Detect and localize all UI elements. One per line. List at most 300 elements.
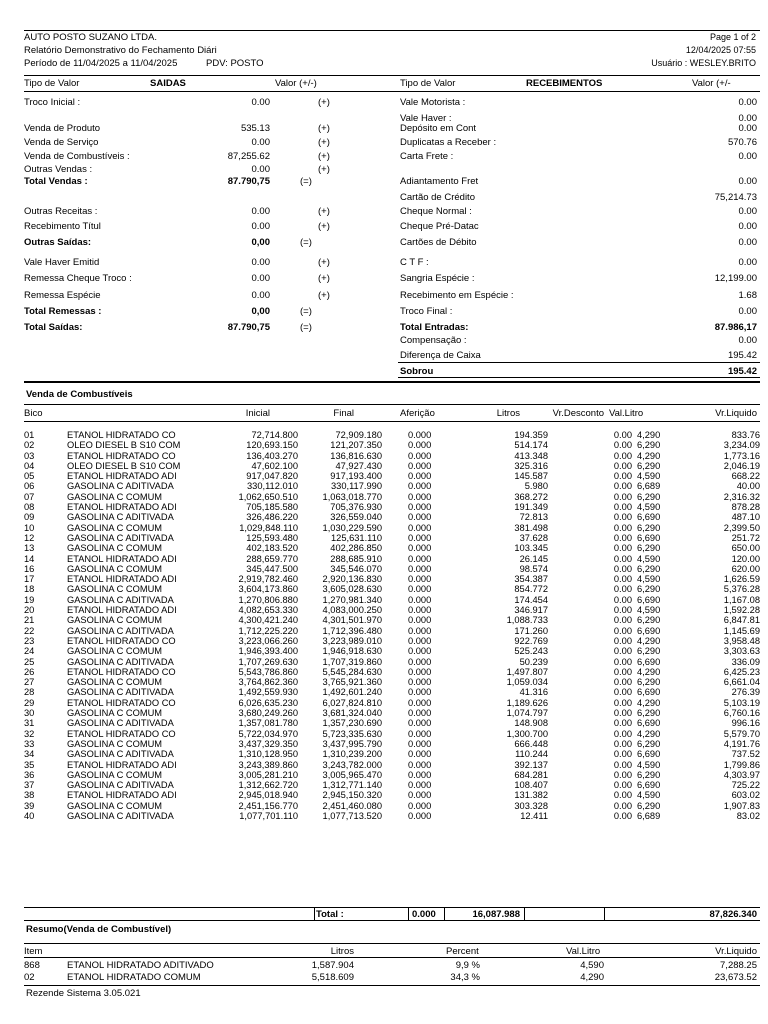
fuel-table-row — [24, 790, 760, 800]
recebimentos-row-label: Total Entradas: — [400, 322, 469, 333]
fuel-total-afericao: 0.000 — [412, 909, 436, 920]
fuel-table-row — [24, 636, 760, 646]
fuel-table-row — [24, 554, 760, 564]
summary-item-val-litro: 4,590 — [580, 960, 604, 971]
fuel-cell: 16 — [24, 563, 35, 574]
saidas-row-label: Total Remessas : — [24, 306, 102, 317]
fuel-cell: 26.145 — [519, 553, 548, 564]
recebimentos-row-value: 0.00 — [738, 206, 757, 217]
fuel-cell: 72.813 — [519, 512, 548, 523]
fuel-cell: 05 — [24, 471, 35, 482]
summary-title: Resumo(Venda de Combustível) — [26, 924, 172, 935]
summary-item-percent: 9,9 % — [455, 960, 480, 971]
fuel-cell: 381.498 — [514, 522, 548, 533]
fuel-cell: 171.260 — [514, 625, 548, 636]
fuel-cell: 0.00 — [613, 491, 632, 502]
fuel-cell: 0.00 — [613, 471, 632, 482]
fuel-cell: 1,626.59 — [723, 574, 760, 585]
fuel-cell: 1,492,601.240 — [322, 687, 382, 698]
fuel-cell: 0.00 — [613, 543, 632, 554]
fuel-table-row — [24, 574, 760, 584]
fuel-cell: 514.174 — [514, 440, 548, 451]
fuel-cell: 72,714.800 — [251, 430, 298, 440]
saidas-header: SAIDAS — [150, 78, 186, 89]
fuel-cell: 108.407 — [514, 780, 548, 791]
fuel-cell: 1,946,918.630 — [322, 646, 382, 657]
left-valor-header: Valor (+/-) — [275, 78, 317, 89]
summary-item-litros: 1,587.904 — [311, 960, 354, 971]
fuel-cell: 1,310,128.950 — [238, 749, 298, 760]
fuel-cell: 330,117.990 — [330, 481, 382, 492]
fuel-cell: 0.000 — [408, 532, 432, 543]
fuel-cell: 1,310,239.200 — [322, 749, 382, 760]
saidas-row-sign: (+) — [318, 273, 330, 284]
fuel-cell: 5,103.19 — [723, 697, 760, 708]
right-valor-header: Valor (+/- — [692, 78, 731, 89]
fuel-cell: 1,712,396.480 — [322, 625, 382, 636]
fuel-cell: 1,357,230.690 — [322, 718, 382, 729]
col-vr-liquido: Vr.Liquido — [715, 408, 757, 419]
saidas-row-value: 0.00 — [251, 221, 270, 232]
fuel-cell: GASOLINA C ADITIVADA — [67, 687, 174, 698]
fuel-cell: 402,183.520 — [246, 543, 298, 554]
fuel-cell: GASOLINA C ADITIVADA — [67, 532, 174, 543]
recebimentos-row-label: Sobrou — [400, 366, 434, 377]
fuel-table-row — [24, 533, 760, 543]
saidas-row-sign: (+) — [318, 221, 330, 232]
fuel-table-row — [24, 471, 760, 481]
fuel-cell: 98.574 — [519, 563, 548, 574]
fuel-cell: 19 — [24, 594, 35, 605]
report-period: Período de 11/04/2025 a 11/04/2025 — [24, 58, 178, 69]
col-desconto: Vr.Desconto — [552, 408, 604, 419]
saidas-row-label: Outras Saídas: — [24, 237, 92, 248]
fuel-cell: 996.16 — [731, 718, 760, 729]
fuel-cell: 1,907.83 — [723, 800, 760, 811]
fuel-cell: 0.00 — [613, 790, 632, 801]
fuel-cell: 0.000 — [408, 708, 432, 719]
fuel-cell: 3,243,389.860 — [238, 759, 298, 770]
fuel-cell: 0.000 — [408, 574, 432, 585]
fuel-cell: 6,690 — [637, 594, 661, 605]
recebimentos-header: RECEBIMENTOS — [526, 78, 603, 89]
fuel-cell: 120,693.150 — [246, 440, 298, 451]
fuel-cell: 2,451,156.770 — [238, 800, 298, 811]
fuel-cell: 0.000 — [408, 563, 432, 574]
fuel-cell: 0.000 — [408, 738, 432, 749]
fuel-table-row — [24, 646, 760, 656]
fuel-cell: GASOLINA C ADITIVADA — [67, 481, 174, 492]
fuel-cell: ETANOL HIDRATADO ADI — [67, 471, 177, 482]
summary-item-vr-liquido: 7,288.25 — [720, 960, 757, 971]
fuel-cell: 103.345 — [514, 543, 548, 554]
fuel-cell: GASOLINA C COMUM — [67, 615, 163, 626]
fuel-cell: 6,290 — [637, 646, 661, 657]
summary-item-litros: 5,518.609 — [311, 971, 354, 983]
fuel-cell: 37 — [24, 780, 35, 791]
recebimentos-row-value: 0.00 — [738, 257, 757, 268]
fuel-cell: 26 — [24, 666, 35, 677]
fuel-cell: 6,290 — [637, 522, 661, 533]
fuel-cell: 4,303.97 — [723, 769, 760, 780]
fuel-cell: 1,707,269.630 — [238, 656, 298, 667]
fuel-cell: 0.000 — [408, 450, 432, 461]
col-litros: Litros — [496, 408, 520, 419]
fuel-cell: 6,290 — [637, 584, 661, 595]
recebimentos-row-label: C T F : — [400, 257, 429, 268]
fuel-table-row — [24, 543, 760, 553]
fuel-cell: 0.000 — [408, 430, 432, 440]
fuel-cell: 620.00 — [731, 563, 760, 574]
fuel-cell: GASOLINA C COMUM — [67, 708, 163, 719]
fuel-cell: 27 — [24, 677, 35, 688]
footer-version: Rezende Sistema 3.05.021 — [26, 988, 141, 999]
fuel-cell: 0.000 — [408, 471, 432, 482]
recebimentos-row-value: 195.42 — [727, 350, 757, 361]
fuel-cell: 110.244 — [515, 749, 548, 760]
fuel-cell: 194.359 — [514, 430, 548, 440]
fuel-cell: 0.000 — [408, 584, 432, 595]
fuel-cell: 0.000 — [408, 687, 432, 698]
saidas-row-sign: (+) — [318, 206, 330, 217]
fuel-table-row — [24, 780, 760, 790]
summary-item-name: ETANOL HIDRATADO ADITIVADO — [67, 960, 214, 971]
saidas-row-label: Troco Inicial : — [24, 97, 81, 108]
fuel-cell: 1,712,225.220 — [238, 625, 298, 636]
col-final: Final — [333, 408, 354, 419]
fuel-cell: 5,545,284.630 — [322, 666, 382, 677]
fuel-table-row — [24, 739, 760, 749]
fuel-cell: 5.980 — [524, 481, 548, 492]
saidas-row-label: Recebimento Títul — [24, 221, 101, 232]
fuel-table-row — [24, 708, 760, 718]
saidas-row-label: Venda de Combustíveis : — [24, 151, 130, 162]
fuel-cell: 3,437,329.350 — [238, 738, 298, 749]
fuel-cell: 37.628 — [519, 532, 548, 543]
fuel-cell: 0.000 — [408, 759, 432, 770]
fuel-cell: 136,816.630 — [330, 450, 382, 461]
fuel-cell: 666.448 — [514, 738, 548, 749]
col-inicial: Inicial — [245, 408, 270, 419]
fuel-cell: 326,486.220 — [246, 512, 298, 523]
fuel-cell: 917,193.400 — [330, 471, 382, 482]
fuel-cell: 131.382 — [514, 790, 548, 801]
fuel-cell: 01 — [24, 430, 35, 440]
fuel-cell: 6,026,635.230 — [238, 697, 298, 708]
fuel-cell: 6,760.16 — [723, 708, 760, 719]
fuel-cell: 47,602.100 — [251, 460, 298, 471]
fuel-table-row — [24, 801, 760, 811]
fuel-table-row — [24, 626, 760, 636]
fuel-cell: 1,707,319.860 — [322, 656, 382, 667]
fuel-cell: GASOLINA C ADITIVADA — [67, 625, 174, 636]
recebimentos-row-label: Carta Frete : — [400, 151, 454, 162]
fuel-cell: OLEO DIESEL B S10 COM — [67, 440, 181, 451]
fuel-cell: 3,437,995.790 — [322, 738, 382, 749]
fuel-cell: GASOLINA C ADITIVADA — [67, 810, 174, 821]
fuel-cell: GASOLINA C ADITIVADA — [67, 749, 174, 760]
fuel-cell: 0.000 — [408, 460, 432, 471]
fuel-cell: 0.00 — [613, 646, 632, 657]
fuel-cell: 2,945,150.320 — [322, 790, 382, 801]
fuel-cell: 276.39 — [731, 687, 760, 698]
recebimentos-row-label: Recebimento em Espécie : — [400, 290, 514, 301]
fuel-cell: 6,847.81 — [723, 615, 760, 626]
fuel-cell: 1,312,662.720 — [238, 780, 298, 791]
fuel-cell: 1,300.700 — [506, 728, 548, 739]
saidas-row-value: 0.00 — [251, 164, 270, 175]
fuel-cell: 368.272 — [514, 491, 548, 502]
saidas-row-sign: (+) — [318, 164, 330, 175]
user-label: Usuário : WESLEY.BRITO — [651, 58, 756, 68]
fuel-cell: 6,290 — [637, 769, 661, 780]
fuel-cell: 345,546.070 — [330, 563, 382, 574]
fuel-cell: 50.239 — [519, 656, 548, 667]
fuel-cell: GASOLINA C COMUM — [67, 563, 163, 574]
fuel-cell: 603.02 — [731, 790, 760, 801]
summary-col-item: Item — [24, 946, 43, 957]
fuel-cell: 6,689 — [637, 481, 661, 492]
recebimentos-row-value: 12,199.00 — [714, 273, 757, 284]
fuel-cell: 6,690 — [637, 625, 661, 636]
saidas-row-label: Outras Vendas : — [24, 164, 93, 175]
fuel-cell: 6,690 — [637, 512, 661, 523]
fuel-cell: 6,690 — [637, 687, 661, 698]
recebimentos-row-value: 0.00 — [738, 123, 757, 134]
fuel-cell: 6,290 — [637, 460, 661, 471]
fuel-cell: 0.000 — [408, 491, 432, 502]
fuel-cell: 191.349 — [514, 502, 548, 513]
fuel-cell: 6,290 — [637, 677, 661, 688]
recebimentos-row-label: Cartão de Crédito — [400, 192, 475, 203]
fuel-cell: 136,403.270 — [246, 450, 298, 461]
fuel-cell: 3,680,249.260 — [238, 708, 298, 719]
fuel-cell: 326,559.040 — [330, 512, 382, 523]
fuel-cell: 0.00 — [613, 769, 632, 780]
fuel-cell: 303.328 — [514, 800, 548, 811]
fuel-cell: 1,074.797 — [506, 708, 548, 719]
fuel-table-row — [24, 760, 760, 770]
saidas-row-label: Venda de Serviço — [24, 137, 99, 148]
fuel-cell: 39 — [24, 800, 35, 811]
fuel-cell: 0.000 — [408, 666, 432, 677]
fuel-cell: 120.00 — [731, 553, 760, 564]
saidas-row-label: Total Vendas : — [24, 176, 88, 187]
fuel-cell: 0.00 — [613, 625, 632, 636]
saidas-row-label: Venda de Produto — [24, 123, 101, 134]
fuel-table-row — [24, 615, 760, 625]
fuel-cell: 0.000 — [408, 656, 432, 667]
fuel-cell: 3,005,281.210 — [238, 769, 298, 780]
fuel-table-row — [24, 502, 760, 512]
fuel-cell: 0.000 — [408, 594, 432, 605]
col-bico: Bico — [24, 408, 43, 419]
fuel-cell: 0.00 — [613, 450, 632, 461]
fuel-cell: 0.000 — [408, 646, 432, 657]
fuel-cell: 3,764,862.360 — [238, 677, 298, 688]
fuel-cell: 3,604,173.860 — [238, 584, 298, 595]
fuel-cell: 40.00 — [736, 481, 760, 492]
fuel-cell: 0.00 — [613, 563, 632, 574]
fuel-cell: 0.00 — [613, 553, 632, 564]
fuel-cell: 38 — [24, 790, 35, 801]
fuel-cell: 1,270,981.340 — [322, 594, 382, 605]
fuel-cell: 3,958.48 — [723, 635, 760, 646]
fuel-cell: 06 — [24, 481, 35, 492]
saidas-row-sign: (=) — [300, 306, 312, 317]
fuel-cell: ETANOL HIDRATADO CO — [67, 666, 176, 677]
recebimentos-row-value: 0.00 — [738, 335, 757, 346]
saidas-row-label: Remessa Cheque Troco : — [24, 273, 132, 284]
fuel-cell: 0.00 — [613, 594, 632, 605]
recebimentos-row-value: 0.00 — [738, 97, 757, 108]
fuel-cell: 0.000 — [408, 718, 432, 729]
saidas-row-value: 0.00 — [251, 137, 270, 148]
fuel-table-row — [24, 718, 760, 728]
fuel-cell: 145.587 — [514, 471, 548, 482]
fuel-table-row — [24, 595, 760, 605]
fuel-cell: 345,447.500 — [246, 563, 298, 574]
saidas-row-sign: (+) — [318, 290, 330, 301]
fuel-cell: 1,270,806.880 — [238, 594, 298, 605]
fuel-table-row — [24, 461, 760, 471]
recebimentos-row-label: Cheque Pré-Datac — [400, 221, 479, 232]
fuel-cell: 4,290 — [637, 666, 661, 677]
fuel-cell: 5,376.28 — [723, 584, 760, 595]
fuel-cell: 487.10 — [731, 512, 760, 523]
fuel-table-row — [24, 523, 760, 533]
fuel-total-liquido: 87,826.340 — [709, 909, 757, 920]
fuel-cell: 13 — [24, 543, 35, 554]
fuel-cell: 0.00 — [613, 512, 632, 523]
fuel-cell: 1,145.69 — [723, 625, 760, 636]
recebimentos-row-value: 0.00 — [738, 221, 757, 232]
fuel-cell: 288,659.770 — [246, 553, 298, 564]
fuel-cell: 2,399.50 — [723, 522, 760, 533]
fuel-cell: 148.908 — [514, 718, 548, 729]
fuel-cell: ETANOL HIDRATADO ADI — [67, 759, 177, 770]
fuel-table-row — [24, 564, 760, 574]
fuel-cell: 1,592.28 — [723, 605, 760, 616]
fuel-table-row — [24, 657, 760, 667]
fuel-cell: 0.00 — [613, 666, 632, 677]
fuel-cell: 0.00 — [613, 749, 632, 760]
fuel-cell: 3,243,782.000 — [322, 759, 382, 770]
recebimentos-row-value: 0.00 — [738, 306, 757, 317]
fuel-cell: 40 — [24, 810, 35, 821]
fuel-cell: 0.000 — [408, 790, 432, 801]
fuel-table-row — [24, 584, 760, 594]
fuel-cell: 0.000 — [408, 697, 432, 708]
fuel-cell: 4,191.76 — [723, 738, 760, 749]
right-tipo-header: Tipo de Valor — [400, 78, 456, 89]
fuel-total-label: Total : — [316, 909, 344, 920]
saidas-row-sign: (=) — [300, 176, 312, 187]
fuel-cell: 525.243 — [514, 646, 548, 657]
fuel-cell: 6,690 — [637, 718, 661, 729]
fuel-table — [24, 430, 760, 821]
fuel-cell: 2,316.32 — [723, 491, 760, 502]
fuel-cell: 28 — [24, 687, 35, 698]
saidas-row-value: 87.790,75 — [227, 176, 270, 187]
fuel-cell: 0.00 — [613, 481, 632, 492]
fuel-cell: 174.454 — [514, 594, 548, 605]
saidas-row-sign: (+) — [318, 123, 330, 134]
fuel-cell: 1,312,771.140 — [322, 780, 382, 791]
fuel-cell: 0.000 — [408, 543, 432, 554]
fuel-cell: 0.00 — [613, 780, 632, 791]
fuel-cell: 0.000 — [408, 800, 432, 811]
fuel-cell: 3,303.63 — [723, 646, 760, 657]
summary-item-val-litro: 4,290 — [580, 971, 604, 983]
fuel-cell: 4,590 — [637, 553, 661, 564]
company-name: AUTO POSTO SUZANO LTDA. — [24, 32, 158, 43]
fuel-cell: ETANOL HIDRATADO CO — [67, 635, 176, 646]
fuel-cell: 0.00 — [613, 605, 632, 616]
saidas-row-value: 0.00 — [251, 273, 270, 284]
fuel-cell: 18 — [24, 584, 35, 595]
fuel-table-row — [24, 729, 760, 739]
saidas-row-value: 0,00 — [251, 306, 270, 317]
fuel-cell: 4,590 — [637, 605, 661, 616]
fuel-cell: ETANOL HIDRATADO ADI — [67, 502, 177, 513]
fuel-cell: 4,590 — [637, 502, 661, 513]
fuel-cell: 2,919,782.460 — [238, 574, 298, 585]
fuel-cell: 2,945,018.940 — [238, 790, 298, 801]
fuel-cell: 6,290 — [637, 543, 661, 554]
fuel-table-row — [24, 605, 760, 615]
saidas-row-sign: (+) — [318, 257, 330, 268]
fuel-cell: 33 — [24, 738, 35, 749]
fuel-cell: ETANOL HIDRATADO CO — [67, 697, 176, 708]
fuel-cell: 6,290 — [637, 563, 661, 574]
fuel-table-row — [24, 698, 760, 708]
col-afericao: Aferição — [400, 408, 435, 419]
fuel-cell: 6,290 — [637, 440, 661, 451]
fuel-cell: 0.00 — [613, 635, 632, 646]
fuel-cell: 0.00 — [613, 718, 632, 729]
fuel-table-row — [24, 687, 760, 697]
fuel-cell: 30 — [24, 708, 35, 719]
fuel-cell: 922.769 — [514, 635, 548, 646]
fuel-cell: 330,112.010 — [246, 481, 298, 492]
fuel-cell: 17 — [24, 574, 35, 585]
fuel-cell: 41.316 — [519, 687, 548, 698]
fuel-cell: 04 — [24, 460, 35, 471]
fuel-cell: 0.00 — [613, 728, 632, 739]
fuel-cell: 0.00 — [613, 656, 632, 667]
fuel-cell: 125,631.110 — [330, 532, 382, 543]
saidas-row-sign: (+) — [318, 137, 330, 148]
fuel-cell: 2,451,460.080 — [322, 800, 382, 811]
fuel-cell: GASOLINA C COMUM — [67, 738, 163, 749]
saidas-row-label: Vale Haver Emitid — [24, 257, 100, 268]
recebimentos-row-value: 195.42 — [727, 366, 757, 377]
fuel-cell: 0.00 — [613, 502, 632, 513]
summary-item-code: 02 — [24, 971, 35, 983]
fuel-cell: 737.52 — [731, 749, 760, 760]
fuel-cell: 650.00 — [731, 543, 760, 554]
fuel-table-row — [24, 492, 760, 502]
recebimentos-row-value: 0.00 — [738, 237, 757, 248]
fuel-cell: ETANOL HIDRATADO ADI — [67, 574, 177, 585]
fuel-cell: 0.000 — [408, 780, 432, 791]
summary-col-litros: Litros — [330, 946, 354, 957]
fuel-cell: 0.00 — [613, 759, 632, 770]
fuel-cell: 1,059.034 — [506, 677, 548, 688]
fuel-cell: 03 — [24, 450, 35, 461]
fuel-cell: 4,290 — [637, 430, 661, 440]
